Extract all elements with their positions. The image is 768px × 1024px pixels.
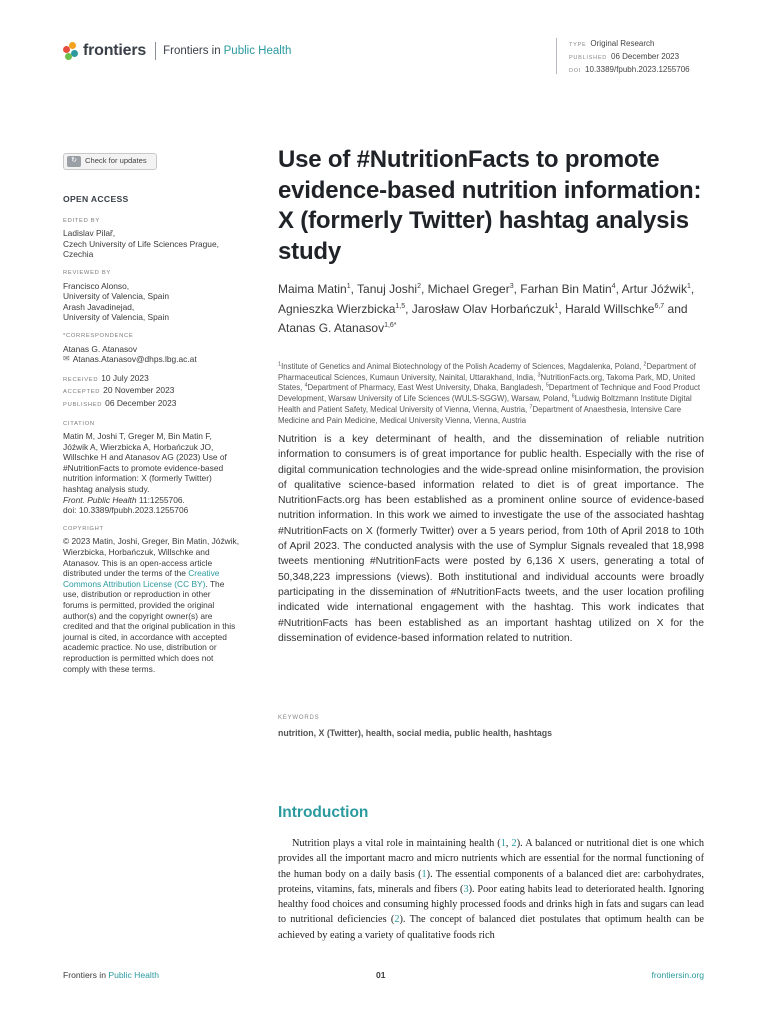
article-title: Use of #NutritionFacts to promote evidence-based nutrition information: X (formerly Twitter) hashtag analysis study: [278, 146, 702, 265]
affiliation-number: 5: [545, 382, 549, 389]
reviewed-by-label: REVIEWED BY: [63, 269, 111, 276]
author-affiliation-sup: 3: [509, 283, 514, 290]
author-affiliation-sup: 1: [686, 283, 691, 290]
author-name[interactable]: Jarosław Olav Horbańczuk: [411, 301, 555, 316]
introduction-paragraph: Nutrition plays a vital role in maintaining health (1, 2). A balanced or nutritional diet is one which provides all the important macro and micro nutrients which are essential for the normal functioning of the human body on a daily basis (1). The essential components of a balanced diet are: carbohydrates, proteins, vitamins, fats, minerals and fibers (3). Poor eating habits lead to deteriorated health. Ignoring healthy food choices and consuming highly processed foods and drinks high in fats and sugars can lead to nutritional deficiencies (2). The concept of balanced diet postulates that optimum health can be achieved by eating a variety of qualitative foods rich: [278, 838, 704, 941]
affiliation-text: Department of Pharmacy, East West University, Dhaka, Bangladesh,: [307, 383, 546, 393]
frontiers-logo[interactable]: [63, 42, 291, 60]
reviewers: Francisco Alonso, University of Valencia, Spain Arash Javadinejad, University of Valencia, Spain: [63, 280, 169, 323]
correspondence-email[interactable]: ✉ Atanas.Atanasov@dhps.lbg.ac.at: [63, 354, 197, 365]
author-affiliation-sup: 1,5: [395, 302, 406, 310]
author-name[interactable]: Maima Matin: [278, 282, 347, 296]
article-meta: [556, 38, 690, 74]
meta-type: TYPE Original Research: [569, 39, 655, 48]
introduction-heading: Introduction: [278, 804, 369, 821]
affiliation-text: Institute of Genetics and Animal Biotechnology of the Polish Academy of Sciences, Magdalenka, Poland,: [281, 362, 644, 371]
affiliation-text: NutritionFacts.org, Takoma Park, MD, United States,: [278, 372, 696, 393]
affiliation-text: Department of Pharmaceutical Sciences, Kumaun University, Nainital, Uttarakhand, India,: [278, 362, 696, 382]
brand-name: frontiers: [83, 42, 147, 59]
reference-link[interactable]: 2: [511, 838, 517, 849]
affiliation-number: 3: [537, 372, 541, 379]
author-affiliation-sup: 6,7: [654, 302, 665, 310]
reference-link[interactable]: 1: [500, 838, 506, 849]
author-affiliation-sup: 1: [346, 283, 351, 290]
meta-doi[interactable]: DOI 10.3389/fpubh.2023.1255706: [569, 65, 690, 74]
author-name[interactable]: Farhan Bin Matin: [520, 282, 612, 296]
author-name[interactable]: Tanuj Joshi: [357, 282, 418, 296]
author-affiliation-sup: 2: [417, 283, 421, 290]
sidebar: [63, 153, 263, 674]
journal-name[interactable]: Frontiers in Public Health: [163, 45, 292, 57]
correspondence-label: *CORRESPONDENCE: [63, 332, 134, 339]
cc-license-link-2[interactable]: Commons Attribution License (CC BY): [63, 578, 206, 589]
affiliation-number: 7: [529, 404, 533, 411]
author-name[interactable]: Harald Willschke: [565, 301, 655, 316]
page-footer: [63, 970, 704, 984]
envelope-icon: ✉: [63, 354, 70, 364]
reference-link[interactable]: 3: [463, 883, 469, 895]
reference-link[interactable]: 2: [394, 914, 400, 926]
citation-label: CITATION: [63, 420, 95, 427]
affiliations: [278, 362, 708, 426]
keywords-label: KEYWORDS: [278, 715, 320, 721]
copyright: © 2023 Matin, Joshi, Greger, Bin Matin, Jóźwik, Wierzbicka, Horbańczuk, Willschke and Atanasov. This is an open-access article distributed under the terms of the Creative Commons Attribution License (CC BY). The use, distribution or reproduction in other forums is permitted, provided the original author(s) and the copyright owner(s) are credited and that the original publication in this journal is cited, in accordance with accepted academic practice. No use, distribution or reproduction is permitted which does not comply with these terms.: [63, 536, 240, 674]
check-for-updates-button[interactable]: [63, 153, 157, 170]
editor: Ladislav Pilař, Czech University of Life Sciences Prague, Czechia: [63, 228, 219, 260]
check-updates-icon: ↻: [67, 156, 81, 167]
author-affiliation-sup: 1: [554, 302, 559, 310]
reference-link[interactable]: 1: [421, 868, 427, 880]
header-divider: [155, 42, 156, 60]
copyright-label: COPYRIGHT: [63, 525, 104, 532]
meta-published: PUBLISHED 06 December 2023: [569, 52, 680, 61]
keywords: nutrition, X (Twitter), health, social media, public health, hashtags: [278, 728, 553, 738]
affiliation-text: Ludwig Boltzmann Institute Digital Health and Patient Safety, Medical University of Vienna, Vienna, Austria,: [278, 394, 692, 414]
edited-by-label: EDITED BY: [63, 217, 100, 224]
affiliation-number: 6: [571, 393, 575, 400]
affiliation-number: 1: [278, 361, 282, 368]
affiliation-number: 4: [304, 382, 308, 389]
citation: Matin M, Joshi T, Greger M, Bin Matin F, Jóźwik A, Wierzbicka A, Horbańczuk JO, Willschke H and Atanasov AG (2023) Use of #NutritionFacts to promote evidence-based nutrition information: X (formerly Twitter) hashtag analysis study. Front. Public Health 11:1255706. doi: 10.3389/fpubh.2023.1255706: [63, 431, 263, 516]
page-number: 01: [376, 970, 386, 980]
affiliation-number: 2: [643, 361, 647, 368]
cc-license-link[interactable]: Creative: [188, 568, 220, 579]
open-access-label: OPEN ACCESS: [63, 194, 129, 204]
author-affiliation-sup: 1,6*: [384, 322, 397, 329]
check-updates-label: Check for updates: [85, 156, 147, 166]
correspondence: Atanas G. Atanasov ✉ Atanas.Atanasov@dhps.lbg.ac.at: [63, 344, 263, 365]
affiliation-text: Department of Technique and Food Product Development, Warsaw University of Life Sciences (WULS-SGGW), Warsaw, Poland,: [278, 383, 701, 404]
dates: RECEIVED 10 July 2023 ACCEPTED 20 November 2023 PUBLISHED 06 December 2023: [63, 372, 177, 408]
frontiers-logo-icon: [63, 42, 79, 60]
author-list: Maima Matin$^1$, Tanuj Joshi$^2$, Michael Greger$^3$, Farhan Bin Matin$^4$, Artur Jóźwik$^1$, Agnieszka Wierzbicka$^{1,5}$, Jarosław Olav Horbańczuk$^1$, Harald Willschke$^{6,7}$ and Atanas G. Atanasov$^{1,6*}$: [278, 282, 695, 335]
abstract: Nutrition is a key determinant of health, and the dissemination of reliable nutrition information to consumers is of great importance for public health. Especially with the rise of digital communication technologies and the wide-spread online misinformation, the provision of qualitative science-based information related to diet is of great importance. The NutritionFacts.org has been established as a prominent online source of evidence-based nutrition information. In this work we aimed to investigate the use of the associated hashtag #NutritionFacts on X (formerly Twitter) over a 5 years period, from 10th of April 2018 to 10th of April 2023. The conducted analysis with the use of Symplur Signals revealed that 18,998 tweets mentioning #NutritionFacts were posted by 6,136 X users, generating a total of 50,348,223 impressions (views). Both institutional and individual accounts were broadly participating in the dissemination of #NutritionFacts tweets, and the user location profiling indicated wide international engagement with the hashtag. This work indicates that #NutritionFacts has been established as an important hashtag utilized on X for the dissemination of evidence-based information related to nutrition.: [278, 434, 704, 644]
author-name[interactable]: Atanas G. Atanasov: [278, 321, 385, 335]
footer-site-link[interactable]: frontiersin.org: [651, 970, 704, 980]
footer-journal[interactable]: Frontiers in Public Health: [63, 970, 160, 980]
author-name[interactable]: Michael Greger: [427, 282, 510, 296]
affiliation-text: Department of Anaesthesia, Intensive Care Medicine and Pain Medicine, Medical University Vienna, Vienna, Austria: [278, 404, 682, 425]
author-name[interactable]: Artur Jóźwik: [621, 282, 687, 296]
citation-doi[interactable]: doi: 10.3389/fpubh.2023.1255706: [63, 505, 189, 516]
author-affiliation-sup: 4: [611, 283, 616, 290]
author-name[interactable]: Agnieszka Wierzbicka: [278, 301, 396, 316]
